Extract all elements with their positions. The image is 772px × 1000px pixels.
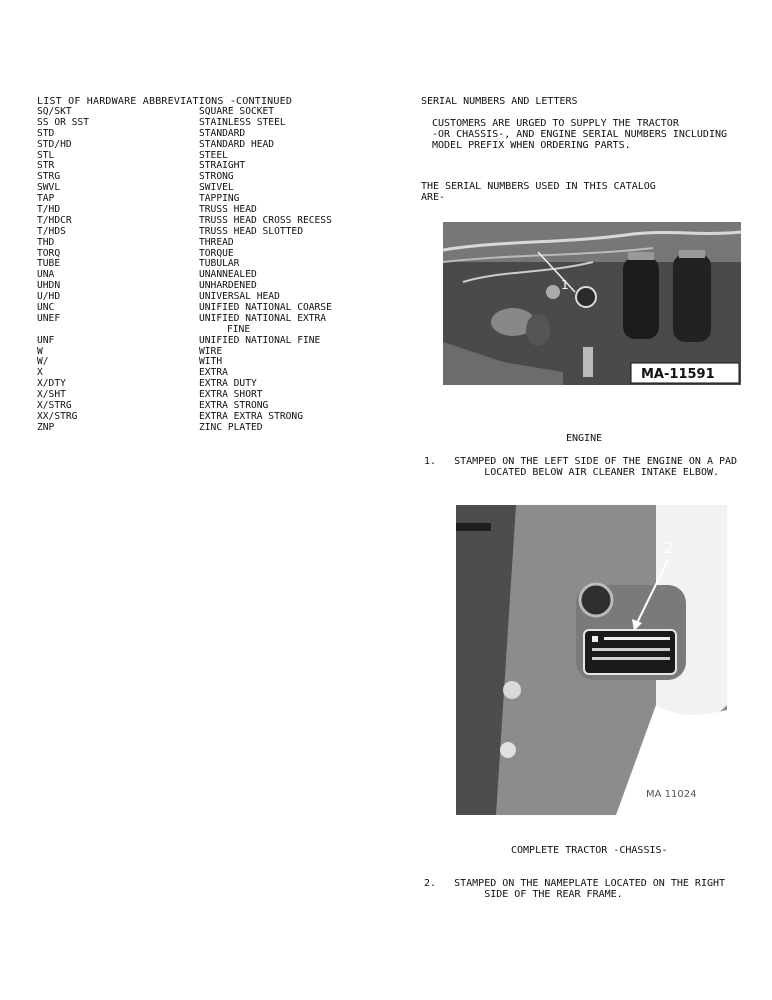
abbreviation-code: W/ [37, 356, 49, 368]
abbreviation-code: T/HD [37, 204, 61, 216]
section-title: SERIAL NUMBERS AND LETTERS [421, 96, 578, 107]
abbreviation-meaning: STRAIGHT [199, 160, 246, 172]
abbreviation-code: STL [37, 149, 55, 161]
abbreviation-meaning: EXTRA EXTRA STRONG [199, 410, 303, 422]
abbreviation-meaning: STANDARD HEAD [199, 138, 275, 150]
abbreviation-code: TORQ [37, 247, 61, 259]
abbreviation-code: W [37, 345, 43, 357]
abbreviation-code: SWVL [37, 182, 61, 194]
abbreviation-meaning: EXTRA [199, 367, 228, 379]
abbreviation-code: X [37, 367, 43, 379]
abbreviation-code: TAP [37, 193, 55, 205]
abbreviation-meaning: TORQUE [199, 247, 234, 259]
abbreviation-code: U/HD [37, 291, 61, 303]
abbreviation-meaning: UNIVERSAL HEAD [199, 291, 280, 303]
engine-photo [443, 222, 741, 385]
abbreviation-code: T/HDCR [37, 214, 72, 226]
abbreviation-meaning: EXTRA SHORT [199, 389, 263, 401]
abbreviation-code: X/DTY [37, 378, 66, 390]
abbreviation-code: SQ/SKT [37, 106, 72, 117]
abbreviation-code: STRG [37, 171, 61, 183]
intro-paragraph: CUSTOMERS ARE URGED TO SUPPLY THE TRACTOR -OR CHASSIS-, AND ENGINE SERIAL NUMBERS INCLUDING MODEL PREFIX WHEN ORDERING PARTS. [432, 118, 728, 151]
abbreviation-meaning: ZINC PLATED [199, 421, 263, 433]
abbreviation-list [37, 107, 377, 434]
abbreviation-meaning: STEEL [199, 149, 228, 161]
abbreviation-meaning: EXTRA DUTY [199, 378, 257, 390]
tractor-note: 2. STAMPED ON THE NAMEPLATE LOCATED ON THE RIGHT SIDE OF THE REAR FRAME. [424, 878, 726, 900]
engine-note: 1. STAMPED ON THE LEFT SIDE OF THE ENGINE ON A PAD LOCATED BELOW AIR CLEANER INTAKE ELBOW. [424, 456, 738, 478]
abbreviation-code: UNC [37, 302, 55, 314]
tractor-caption: COMPLETE TRACTOR -CHASSIS- [511, 845, 668, 856]
abbreviation-code: X/SHT [37, 389, 66, 401]
abbreviation-meaning: TRUSS HEAD [199, 204, 257, 216]
abbreviation-meaning: UNIFIED NATIONAL FINE [199, 334, 321, 346]
abbreviation-code: UNA [37, 269, 55, 281]
abbreviation-meaning: TRUSS HEAD SLOTTED [199, 225, 303, 237]
serial-numbers-used-text: THE SERIAL NUMBERS USED IN THIS CATALOG ARE- [421, 181, 656, 203]
abbreviation-meaning: WITH [199, 356, 223, 368]
abbreviation-meaning: THREAD [199, 236, 234, 248]
abbreviation-meaning: STANDARD [199, 127, 246, 139]
abbreviation-meaning: UNIFIED NATIONAL EXTRA [199, 312, 327, 324]
abbreviation-meaning: UNIFIED NATIONAL COARSE [199, 302, 332, 314]
abbreviation-code: TUBE [37, 258, 61, 270]
abbreviation-meaning: SQUARE SOCKET [199, 106, 275, 117]
abbreviation-code: STD [37, 127, 55, 139]
abbreviation-meaning: TRUSS HEAD CROSS RECESS [199, 214, 332, 226]
engine-callout: 1 [561, 278, 569, 292]
engine-caption: ENGINE [566, 433, 603, 444]
abbreviation-meaning: STAINLESS STEEL [199, 116, 286, 128]
abbreviation-meaning: UNANNEALED [199, 269, 257, 281]
abbreviation-code: ZNP [37, 421, 55, 433]
abbreviation-code: T/HDS [37, 225, 66, 237]
abbreviation-row [37, 140, 377, 151]
abbreviation-row [37, 238, 377, 249]
abbreviation-code: UHDN [37, 280, 61, 292]
abbreviation-meaning: TUBULAR [199, 258, 240, 270]
abbreviation-code: STD/HD [37, 138, 72, 150]
tractor-photo-drawing [456, 505, 727, 815]
abbreviation-meaning: EXTRA STRONG [199, 400, 269, 412]
abbreviation-meaning: UNHARDENED [199, 280, 257, 292]
tractor-photo [456, 505, 727, 815]
abbreviation-code: XX/STRG [37, 410, 78, 422]
abbreviation-code: X/STRG [37, 400, 72, 412]
abbreviation-code: UNF [37, 334, 55, 346]
abbreviation-row [37, 314, 377, 325]
abbreviation-meaning: SWIVEL [199, 182, 234, 194]
abbreviation-meaning: STRONG [199, 171, 234, 183]
tractor-callout: 2 [664, 538, 675, 557]
abbreviation-meaning: TAPPING [199, 193, 240, 205]
abbreviation-meaning: WIRE [199, 345, 223, 357]
abbreviation-code: STR [37, 160, 55, 172]
engine-figure-label: MA-11591 [641, 367, 715, 382]
abbreviation-code: UNEF [37, 312, 61, 324]
abbreviation-row [37, 336, 377, 347]
abbreviation-meaning-continuation: FINE [227, 323, 251, 335]
abbreviation-list-title: LIST OF HARDWARE ABBREVIATIONS -CONTINUED [37, 96, 293, 107]
abbreviation-code: SS OR SST [37, 116, 89, 128]
abbreviation-code: THD [37, 236, 55, 248]
tractor-figure-label: MA 11024 [646, 789, 697, 800]
engine-photo-drawing [443, 222, 741, 385]
abbreviation-row [37, 423, 377, 434]
